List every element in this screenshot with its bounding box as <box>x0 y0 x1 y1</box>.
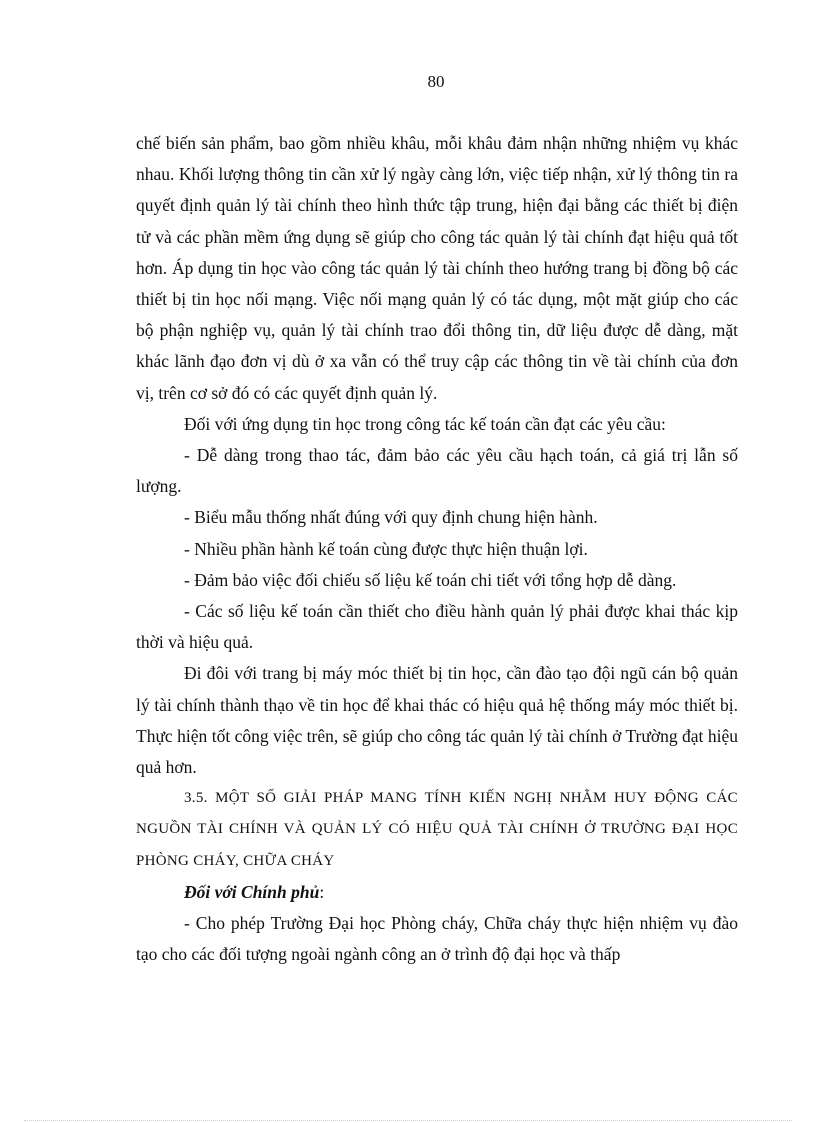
list-item: - Nhiều phần hành kế toán cùng được thực hiện thuận lợi. <box>184 538 588 559</box>
list-item: - Biểu mẫu thống nhất đúng với quy định chung hiện hành. <box>184 507 598 528</box>
list-item: - Các số liệu kế toán cần thiết cho điều hành quản lý phải được khai thác kịp thời và hiệu quả. <box>136 601 738 653</box>
page-number: 80 <box>427 72 445 91</box>
list-item: - Dễ dàng trong thao tác, đảm bảo các yêu cầu hạch toán, cả giá trị lẫn số lượng. <box>136 445 738 497</box>
subheading-colon: : <box>319 881 325 902</box>
paragraph-continued: chế biến sản phẩm, bao gồm nhiều khâu, mỗi khâu đảm nhận những nhiệm vụ khác nhau. Khối lượng thông tin cần xử lý ngày càng lớn, việc tiếp nhận, xử lý thông tin ra quyết định quản lý tài chính theo hình thức tập trung, hiện đại bằng các thiết bị điện tử và các phần mềm ứng dụng sẽ giúp cho công tác quản lý tài chính đạt hiệu quả tốt hơn. Áp dụng tin học vào công tác quản lý tài chính theo hướng trang bị đồng bộ các thiết bị tin học nối mạng. Việc nối mạng quản lý có tác dụng, một mặt giúp cho các bộ phận nghiệp vụ, quản lý tài chính trao đổi thông tin, dữ liệu được dễ dàng, mặt khác lãnh đạo đơn vị dù ở xa vẫn có thể truy cập các thông tin về tài chính của đơn vị, trên cơ sở đó có các quyết định quản lý. <box>136 133 738 403</box>
page-bottom-divider <box>24 1120 792 1121</box>
subheading <box>136 877 738 908</box>
paragraph-government: - Cho phép Trường Đại học Phòng cháy, Chữa cháy thực hiện nhiệm vụ đào tạo cho các đối tượng ngoài ngành công an ở trình độ đại học và thấp <box>136 913 738 965</box>
paragraph-training: Đi đôi với trang bị máy móc thiết bị tin học, cần đào tạo đội ngũ cán bộ quản lý tài chính thành thạo về tin học để khai thác có hiệu quả hệ thống máy móc thiết bị. Thực hiện tốt công việc trên, sẽ giúp cho công tác quản lý tài chính ở Trường đạt hiệu quả hơn. <box>136 663 738 778</box>
subheading-text: Đối với Chính phủ <box>184 881 320 902</box>
document-body <box>136 128 738 970</box>
section-heading: 3.5. MỘT SỐ GIẢI PHÁP MANG TÍNH KIẾN NGHỊ NHẰM HUY ĐỘNG CÁC NGUỒN TÀI CHÍNH VÀ QUẢN LÝ CÓ HIỆU QUẢ TÀI CHÍNH Ở TRƯỜNG ĐẠI HỌC PHÒNG CHÁY, CHỮA CHÁY <box>136 790 738 869</box>
list-item: - Đảm bảo việc đối chiếu số liệu kế toán chi tiết với tổng hợp dễ dàng. <box>184 569 677 590</box>
paragraph-requirements-intro: Đối với ứng dụng tin học trong công tác kế toán cần đạt các yêu cầu: <box>184 413 666 434</box>
